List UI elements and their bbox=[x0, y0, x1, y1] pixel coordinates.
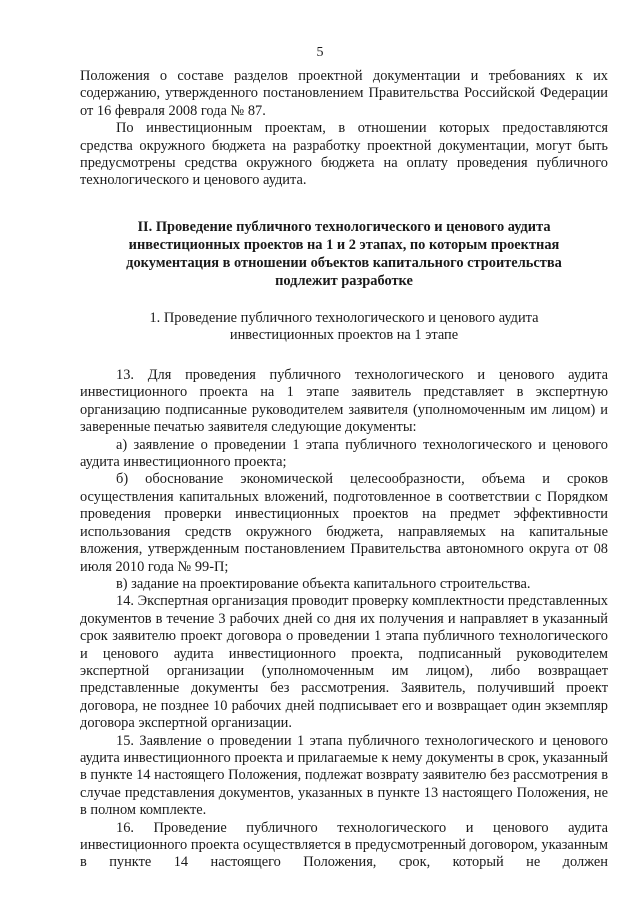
paragraph-item-13b: б) обоснование экономической целесообразности, объема и сроков осуществления капитальных вложений, подготовленное в соответствии с Порядком проведения проверки инвестиционных проектов на предмет эффективности использования средств окружного бюджета, направляемых на капитальные вложения, утвержденным постановлением Правительства автономного округа от 08 июля 2010 года № 99-П; bbox=[80, 471, 608, 575]
paragraph-item-15: 15. Заявление о проведении 1 этапа публичного технологического и ценового аудита инвестиционного проекта и прилагаемые к нему документы в срок, указанный в пункте 14 настоящего Положения, подлежат возврату заявителю без рассмотрения в случае представления документов, указанных в пункте 13 настоящего Положения, не в полном комплекте. bbox=[80, 732, 608, 819]
document-body bbox=[80, 68, 608, 872]
subsection-heading: 1. Проведение публичного технологического и ценового аудита инвестиционных проектов на 1 этапе bbox=[149, 309, 539, 344]
paragraph-item-13: 13. Для проведения публичного технологического и ценового аудита инвестиционного проекта на 1 этапе заявитель представляет в экспертную организацию подписанные руководителем заявителя (уполномоченным им лицом) и заверенные печатью заявителя следующие документы: bbox=[80, 367, 608, 436]
section-heading: II. Проведение публичного технологического и ценового аудита инвестиционных проектов на 1 и 2 этапах, по которым проектная документация в отношении объектов капитального строительства подлежит разработке bbox=[126, 218, 562, 289]
paragraph-item-13v: в) задание на проектирование объекта капитального строительства. bbox=[116, 575, 531, 592]
paragraph-item-16: 16. Проведение публичного технологического и ценового аудита инвестиционного проекта осуществляется в предусмотренный договором, указанным в пункте 14 настоящего Положения, срок, который не должен bbox=[80, 819, 608, 871]
paragraph-item-14: 14. Экспертная организация проводит проверку комплектности представленных документов в течение 3 рабочих дней со дня их получения и направляет в указанный срок заявителю проект договора о проведении 1 этапа публичного технологического и ценового аудита инвестиционного проекта, подписанный руководителем экспертной организации (уполномоченным им лицом), либо возвращает представленные документы без рассмотрения. Заявитель, получивший проект договора, не позднее 10 рабочих дней подписывает его и возвращает один экземпляр договора экспертной организации. bbox=[80, 593, 608, 732]
page-number: 5 bbox=[316, 45, 324, 60]
paragraph-continuation: Положения о составе разделов проектной документации и требованиях к их содержанию, утвержденного постановлением Правительства Российской Федерации от 16 февраля 2008 года № 87. bbox=[80, 68, 608, 119]
spacer bbox=[80, 290, 608, 310]
spacer bbox=[80, 190, 608, 218]
paragraph-item-13a: а) заявление о проведении 1 этапа публичного технологического и ценового аудита инвестиционного проекта; bbox=[80, 436, 608, 471]
paragraph-investment-projects: По инвестиционным проектам, в отношении которых предоставляются средства окружного бюджета на разработку проектной документации, могут быть предусмотрены средства окружного бюджета на оплату проведения публичного технологического и ценового аудита. bbox=[80, 120, 608, 189]
spacer bbox=[80, 345, 608, 367]
